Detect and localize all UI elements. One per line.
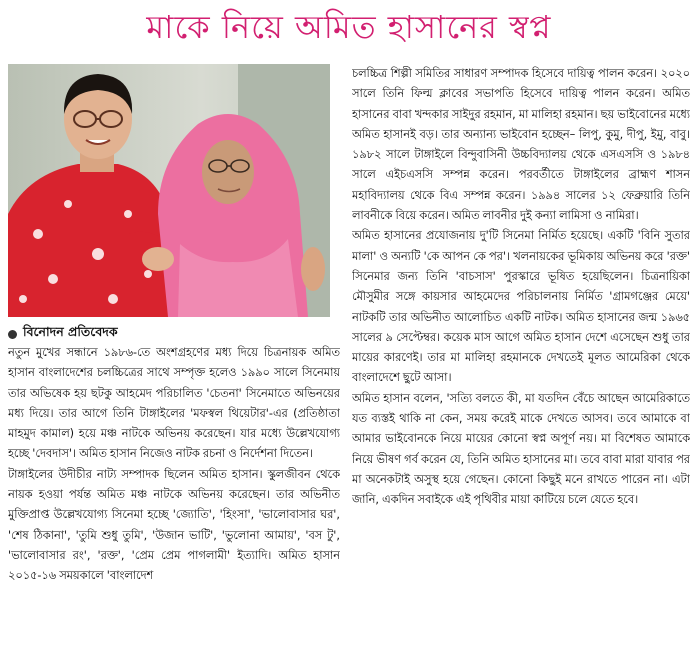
article-paragraph: নতুন মুখের সন্ধানে ১৯৮৬-তে অংশগ্রহণের মধ্য দিয়ে চিত্রনায়ক অমিত হাসান বাংলাদেশের চলচ্চিত্রের সাথে সম্পৃক্ত হলেও ১৯৯০ সালে সিনেমায় তার অভিষেক হয় ছটকু আহমেদ পরিচালিত 'চেতনা' সিনেমাতে অভিনয়ের মধ্য দিয়ে। তার আগে তিনি টাঙ্গাইলের 'মফস্বল থিয়েটার'-এর (প্রতিষ্ঠাতা মাহমুদ কামাল) হয়ে মঞ্চ নাটকে অভিনয় করেছেন। যার মধ্যে উল্লেখযোগ্য হচ্ছে 'দেবদাস'। অমিত হাসান নিজেও নাটক রচনা ও নির্দেশনা দিতেন।: [8, 346, 340, 461]
photo-illustration: [8, 64, 330, 317]
bullet-icon: [8, 330, 17, 339]
article-paragraph: চলচ্চিত্র শিল্পী সমিতির সাধারণ সম্পাদক হিসেবে দায়িত্ব পালন করেন। ২০২০ সালে তিনি ফিল্ম ক্লাবের সভাপতি হিসেবে দায়িত্ব পালন করেন। অমিত হাসানের বাবা খন্দকার সাইদুর রহমান, মা মালিহা রহমান। ছয় ভাইবোনের মধ্যে অমিত হাসানই বড়। তার অন্যান্য ভাইবোন হচ্ছেন– লিপু, কুমু, দীপু, ইমু, বাবু। ১৯৮২ সালে টাঙ্গাইলে বিন্দুবাসিনী উচ্চবিদ্যালয় থেকে এসএসসি ও ১৯৮৪ সালে এইচএসসি সম্পন্ন করেন। পরবর্তীতে টাঙ্গাইলের ব্রাহ্মণ শাসন মহাবিদ্যালয় থেকে বিএ সম্পন্ন করেন। ১৯৯৪ সালের ১২ ফেব্রুয়ারি তিনি লাবনীকে বিয়ে করেন। অমিত লাবনীর দুই কন্যা লামিসা ও নামিরা।: [352, 67, 690, 223]
byline: [8, 324, 338, 344]
article-column-left: [8, 343, 340, 653]
headline: মাকে নিয়ে অমিত হাসানের স্বপ্ন: [146, 8, 552, 46]
article-column-right: [352, 64, 690, 654]
article-paragraph: অমিত হাসান বলেন, 'সত্যি বলতে কী, মা যতদিন বেঁচে আছেন আমেরিকাতে যত ব্যস্তই থাকি না কেন, সময় করেই মাকে দেখতে আসব। তবে আমাকে বা আমার ভাইবোনকে নিয়ে মায়ের কোনো স্বপ্ন অপূর্ণ নয়। মা বিশেষত আমাকে নিয়ে ভীষণ গর্ব করেন যে, তিনি অমিত হাসানের মা। তবে বাবা মারা যাবার পর মা অনেকটাই অসুস্থ হয়ে গেছেন। কোনো কিছুই মনে রাখতে পারেন না। এটা জানি, একদিন সবাইকে এই পৃথিবীর মায়া কাটিয়ে চলে যেতে হবে।: [352, 391, 690, 507]
article-paragraph: টাঙ্গাইলের উদীচীর নাট্য সম্পাদক ছিলেন অমিত হাসান। স্কুলজীবন থেকে নায়ক হওয়া পর্যন্ত অমিত মঞ্চ নাটকে অভিনয় করেছেন। তার অভিনীত মুক্তিপ্রাপ্ত উল্লেখযোগ্য সিনেমা হচ্ছে 'জ্যোতি', 'হিংসা', 'ভালোবাসার ঘর', 'শেষ ঠিকানা', 'তুমি শুধু তুমি', 'উজান ভাটি', 'ভুলোনা আমায়', 'বস টু', 'ভালোবাসার রং', 'রক্ত', 'প্রেম প্রেম পাগলামী' ইত্যাদি। অমিত হাসান ২০১৫-১৬ সময়কালে 'বাংলাদেশ: [8, 467, 340, 583]
byline-text: বিনোদন প্রতিবেদক: [23, 324, 118, 339]
article-paragraph: অমিত হাসানের প্রযোজনায় দু'টি সিনেমা নির্মিত হয়েছে। একটি 'বিনি সুতার মালা' ও অন্যটি 'কে আপন কে পর'। খলনায়কের ভূমিকায় অভিনয় করে 'রক্ত' সিনেমার জন্য তিনি 'বাচসাস' পুরস্কারে ভূষিত হয়েছিলেন। চিত্রনায়িকা মৌসুমীর সঙ্গে কায়সার আহমেদের পরিচালনায় নির্মিত 'গ্রামগঞ্জের মেয়ে' নাটকটি তার অভিনীত আলোচিত একটি নাটক। অমিত হাসানের জন্ম ১৯৬৫ সালের ৯ সেপ্টেম্বর। কয়েক মাস আগে অমিত হাসান দেশে এসেছেন শুধু তার মায়ের কারণেই। তার মা মালিহা রহমানকে দেখতেই মূলত আমেরিকা থেকে বাংলাদেশে ছুটে আসা।: [352, 229, 690, 385]
article-photo: [8, 64, 330, 317]
